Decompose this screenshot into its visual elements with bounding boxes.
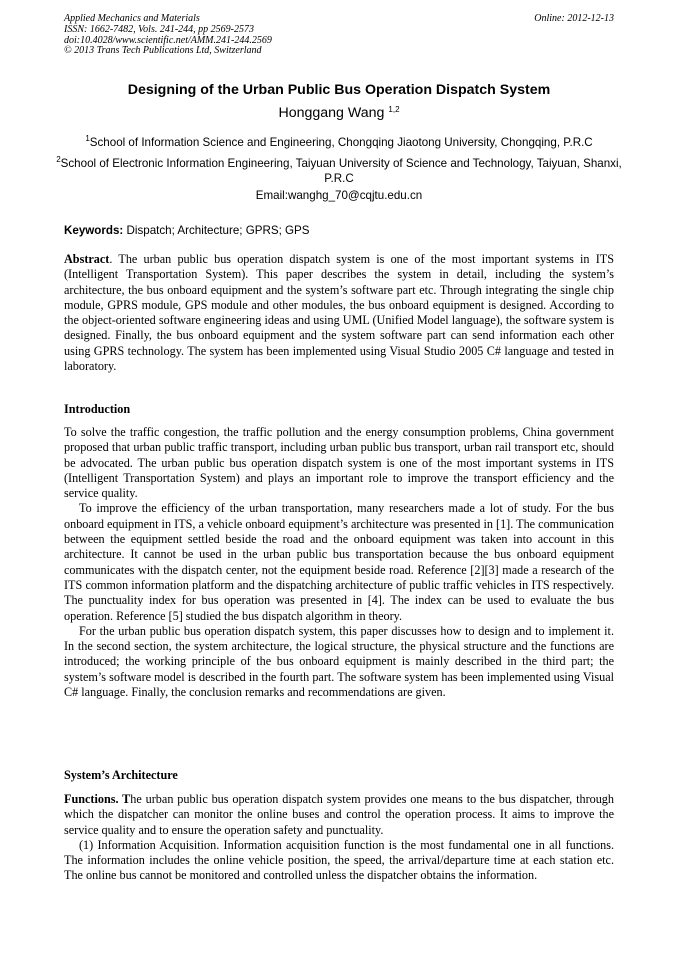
- introduction-paragraph-1: To solve the traffic congestion, the traffic pollution and the energy consumption problems, China government proposed that urban public traffic transport, including urban public bus transport, urban rail transport etc, should be advocated. The urban public bus operation dispatch system is one of the most important systems in ITS (Intelligent Transportation System) and plays an important role to improve the transport efficiency and the service quality.: [64, 425, 614, 501]
- copyright-line: © 2013 Trans Tech Publications Ltd, Switzerland: [64, 45, 262, 57]
- issn-line: ISSN: 1662-7482, Vols. 241-244, pp 2569-2573: [64, 23, 254, 35]
- affiliation-1: [40, 131, 638, 150]
- author-line: [0, 105, 678, 121]
- author-name: Honggang Wang: [278, 105, 385, 121]
- abstract: [64, 252, 614, 374]
- information-acquisition-paragraph: (1) Information Acquisition. Information acquisition function is the most fundamental one in all functions. The information includes the online vehicle position, the speed, the arrival/departure time at each station etc. The online bus cannot be monitored and controlled unless the dispatcher obtains the information.: [64, 837, 614, 883]
- keywords-text: Dispatch; Architecture; GPRS; GPS: [123, 224, 310, 237]
- author-affiliation-marks: 1,2: [388, 105, 400, 114]
- journal-header: [64, 14, 614, 57]
- introduction-heading: Introduction: [64, 402, 131, 416]
- abstract-label: Abstract: [64, 252, 110, 266]
- functions-text: he urban public bus operation dispatch system provides one means to the bus dispatcher, through which the dispatcher can monitor the online buses and control the operation process. It aims to improve the service quality and to ensure the operation safety and punctuality.: [64, 792, 614, 837]
- paper-title: Designing of the Urban Public Bus Operation Dispatch System: [127, 82, 551, 98]
- functions-paragraph: [64, 792, 614, 838]
- functions-label: Functions. T: [64, 792, 131, 806]
- keywords: [64, 224, 614, 237]
- architecture-heading: System’s Architecture: [64, 768, 178, 782]
- affiliation-2-text: School of Electronic Information Engineering, Taiyuan University of Science and Technology, Taiyuan, Shanxi, P.R.C: [60, 157, 622, 185]
- affiliation-1-text: School of Information Science and Engineering, Chongqing Jiaotong University, Chongqing, P.R.C: [89, 136, 593, 149]
- keywords-label: Keywords:: [64, 224, 124, 237]
- affiliation-1-mark: 1: [85, 134, 90, 143]
- introduction-body: [64, 425, 614, 700]
- author-email: Email:wanghg_70@cqjtu.edu.cn: [255, 189, 423, 202]
- introduction-paragraph-2: To improve the efficiency of the urban transportation, many researchers made a lot of study. For the bus onboard equipment in ITS, a vehicle onboard equipment’s architecture was presented in [1]. The communication between the equipment settled beside the road and the onboard equipment was taken into account in this architecture. It cannot be used in the urban public bus transportation because the bus onboard equipment communicates with the dispatch center, not the equipment beside road. Reference [2][3] made a research of the ITS common information platform and the dispatching architecture of public traffic vehicles in ITS respectively. The punctuality index for bus operation was presented in [4]. The index can be used to evaluate the bus operation. Reference [5] studied the bus dispatch algorithm in theory.: [64, 501, 614, 623]
- doi-line: doi:10.4028/www.scientific.net/AMM.241-244.2569: [64, 34, 272, 46]
- journal-name: Applied Mechanics and Materials: [64, 13, 200, 24]
- architecture-body: [64, 792, 614, 884]
- introduction-paragraph-3: For the urban public bus operation dispatch system, this paper discusses how to design and to implement it. In the second section, the system architecture, the logical structure, the physical structure and the functions are introduced; the working principle of the bus onboard equipment is mainly described in the third part; the system’s software model is described in the fourth part. The software system has been implemented using Visual C# language. Finally, the conclusion remarks and recommendations are given.: [64, 623, 614, 700]
- abstract-text: . The urban public bus operation dispatch system is one of the most important systems in ITS (Intelligent Transportation System). This paper describes the system in detail, including the system’s architecture, the bus onboard equipment and the system’s software part etc. Through integrating the single chip module, GPRS module, GPS module and other modules, the bus onboard equipment is designed. According to the object-oriented software engineering ideas and using UML (Unified Model language), the software system is designed. Finally, the bus onboard equipment and the system software part can send information each other using GPRS technology. The system has been implemented using Visual Studio 2005 C# language and tested in laboratory.: [64, 252, 614, 374]
- online-date: Online: 2012-12-13: [534, 13, 614, 24]
- affiliation-2-mark: 2: [56, 155, 61, 164]
- affiliation-2: [40, 152, 638, 186]
